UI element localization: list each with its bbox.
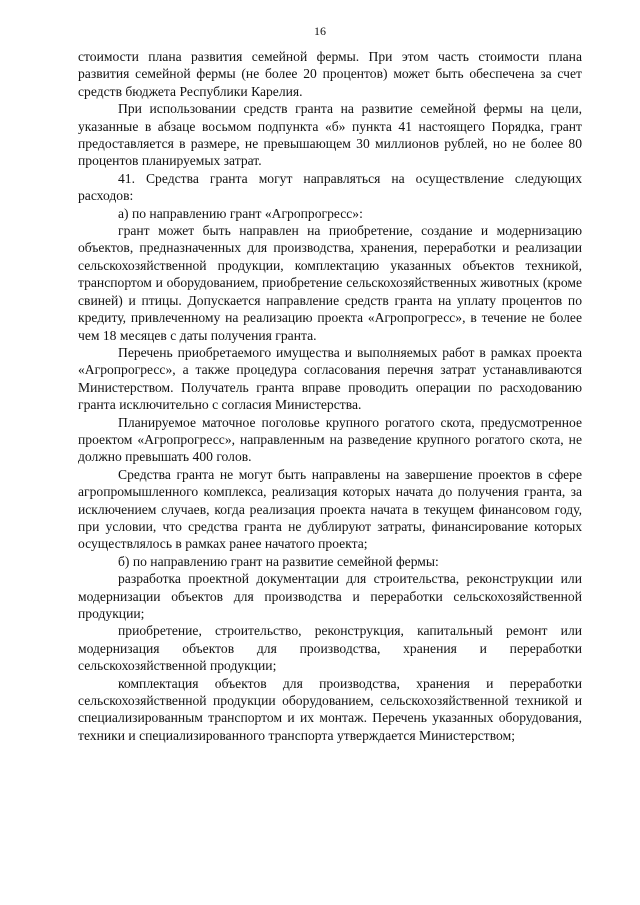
paragraph-subitem-a: а) по направлению грант «Агропрогресс»:	[118, 205, 363, 221]
paragraph-construction: приобретение, строительство, реконструкция, капитальный ремонт или модернизация объектов для производства, хранения и переработки сельскохозяйственной продукции;	[78, 623, 582, 674]
paragraph-section-41: 41. Средства гранта могут направляться на осуществление следующих расходов:	[78, 170, 582, 204]
paragraph-equipment: комплектация объектов для производства, хранения и переработки сельскохозяйственной продукции оборудованием, сельскохозяйственной техникой и специализированным транспортом и их монтаж. Перечень указанных оборудования, техники и специализированного транспорта утверждается Министерством;	[78, 675, 582, 743]
paragraph-continuation: стоимости плана развития семейной фермы. При этом часть стоимости плана развития семейной фермы (не более 20 процентов) может быть обеспечена за счет средств бюджета Республики Карелия.	[78, 49, 582, 99]
paragraph-subitem-b: б) по направлению грант на развитие семейной фермы:	[118, 553, 439, 569]
paragraph-cattle-limit: Планируемое маточное поголовье крупного рогатого скота, предусмотренное проектом «Агропрогресс», направленным на разведение крупного рогатого скота, не должно превышать 400 голов.	[78, 414, 582, 465]
document-body	[78, 48, 582, 744]
page-number: 16	[314, 24, 326, 38]
paragraph-grant-amount: При использовании средств гранта на развитие семейной фермы на цели, указанные в абзаце восьмом подпункта «б» пункта 41 настоящего Порядка, грант предоставляется в размере, не превышающем 30 миллионов рублей, но не более 80 процентов планируемых затрат.	[78, 101, 582, 169]
paragraph-agroprogress-list: Перечень приобретаемого имущества и выполняемых работ в рамках проекта «Агропрогресс», а также процедура согласования перечня затрат устанавливаются Министерством. Получатель гранта вправе проводить операции по расходованию гранта исключительно с согласия Министерства.	[78, 344, 582, 413]
paragraph-completion-restriction: Средства гранта не могут быть направлены на завершение проектов в сфере агропромышленного комплекса, реализация которых начата до получения гранта, за исключением случаев, когда реализация проекта начата в текущем финансовом году, при условии, что средства гранта не дублируют затраты, финансирование которых осуществлялось в рамках ранее начатого проекта;	[78, 466, 582, 552]
paragraph-design-documentation: разработка проектной документации для строительства, реконструкции или модернизации объектов для производства и переработки сельскохозяйственной продукции;	[78, 571, 582, 621]
paragraph-agroprogress-purpose: грант может быть направлен на приобретение, создание и модернизацию объектов, предназначенных для производства, хранения, переработки и реализации сельскохозяйственной продукции, комплектацию указанных объектов техникой, транспортом и оборудованием, приобретение сельскохозяйственных животных (кроме свиней) и птицы. Допускается направление средств гранта на уплату процентов по кредиту, привлеченному на реализацию проекта «Агропрогресс», в течение не более чем 18 месяцев с даты получения гранта.	[78, 223, 582, 343]
